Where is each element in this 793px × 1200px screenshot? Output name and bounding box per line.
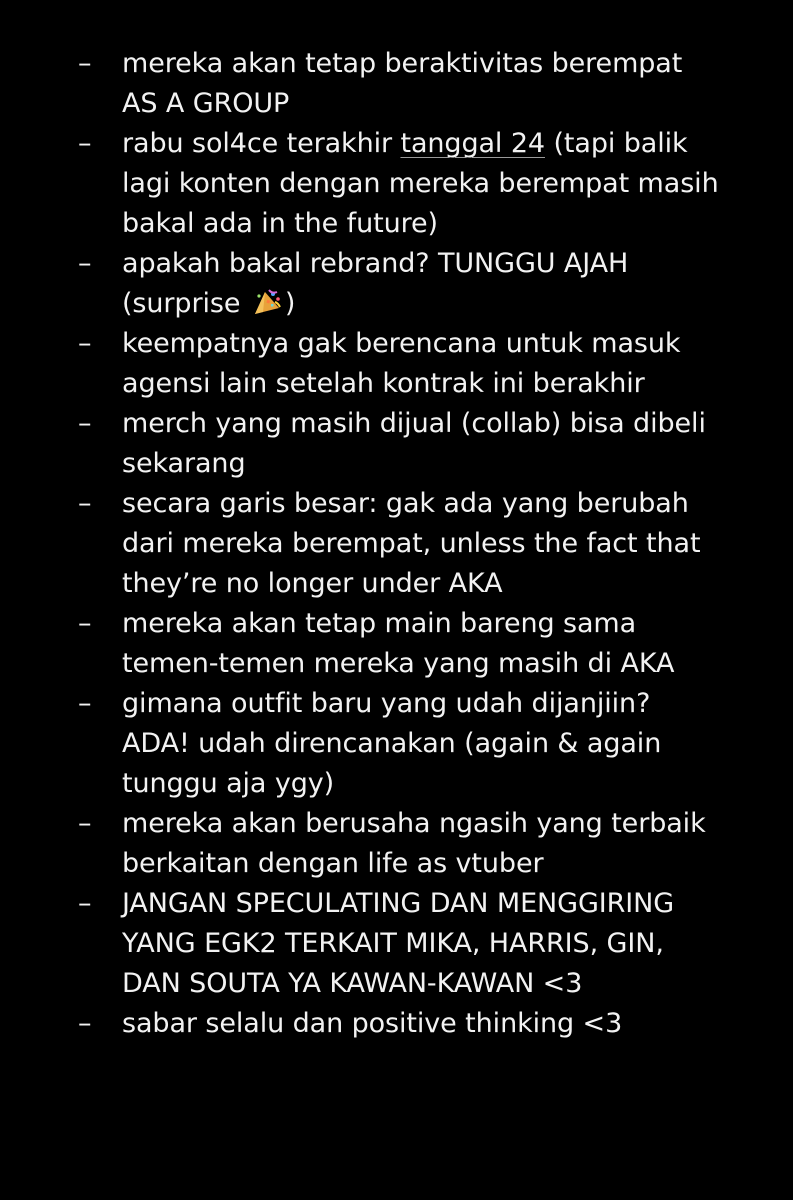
bullet-dash: – [78,488,92,519]
list-item [0,44,793,124]
bullet-dash: – [78,128,92,159]
list-item-text: YANG EGK2 TERKAIT MIKA, HARRIS, GIN, [122,928,664,959]
list-item [0,404,793,484]
list-item-text: dari mereka berempat, unless the fact that [122,528,701,559]
list-item-text: berkaitan dengan life as vtuber [122,848,544,879]
list-item-text: agensi lain setelah kontrak ini berakhir [122,368,645,399]
bullet-dash: – [78,688,92,719]
list-item-text: tunggu aja ygy) [122,768,335,799]
list-item-text: mereka akan tetap main bareng sama [122,608,637,639]
list-item [0,1004,793,1044]
list-item [0,484,793,604]
note-document [0,44,793,1044]
bullet-dash: – [78,808,92,839]
bullet-dash: – [78,328,92,359]
list-item-text: apakah bakal rebrand? TUNGGU AJAH [122,248,629,279]
list-item-text: AS A GROUP [122,88,290,119]
list-item-text: DAN SOUTA YA KAWAN-KAWAN <3 [122,968,583,999]
list-item-text [122,284,793,324]
list-item [0,804,793,884]
list-item-text: gimana outfit baru yang udah dijanjiin? [122,688,651,719]
bullet-dash: – [78,408,92,439]
list-item [0,244,793,324]
bullet-dash: – [78,248,92,279]
bullet-dash: – [78,48,92,79]
date-link[interactable]: tanggal 24 [400,128,545,159]
list-item [0,684,793,804]
bullet-dash: – [78,1008,92,1039]
bullet-dash: – [78,608,92,639]
list-item [0,124,793,244]
bullet-dash: – [78,888,92,919]
list-item-text [122,124,793,164]
list-item-text: ADA! udah direncanakan (again & again [122,728,662,759]
list-item [0,324,793,404]
text-segment: ) [284,288,296,319]
list-item [0,604,793,684]
list-item-text: sabar selalu dan positive thinking <3 [122,1008,623,1039]
text-segment: rabu sol4ce terakhir [122,128,401,159]
list-item-text: merch yang masih dijual (collab) bisa dibeli [122,408,706,439]
list-item-text: they’re no longer under AKA [122,568,503,599]
party-popper-icon [251,288,283,316]
text-segment: (surprise [122,288,249,319]
list-item-text: sekarang [122,448,246,479]
list-item-text: JANGAN SPECULATING DAN MENGGIRING [122,888,675,919]
text-segment: (tapi balik [544,128,688,159]
list-item-text: lagi konten dengan mereka berempat masih [122,168,719,199]
list-item-text: mereka akan berusaha ngasih yang terbaik [122,808,706,839]
list-item-text: temen-temen mereka yang masih di AKA [122,648,675,679]
list-item-text: secara garis besar: gak ada yang berubah [122,488,689,519]
list-item-text: mereka akan tetap beraktivitas berempat [122,48,683,79]
list-item-text: keempatnya gak berencana untuk masuk [122,328,681,359]
list-item [0,884,793,1004]
list-item-text: bakal ada in the future) [122,208,438,239]
